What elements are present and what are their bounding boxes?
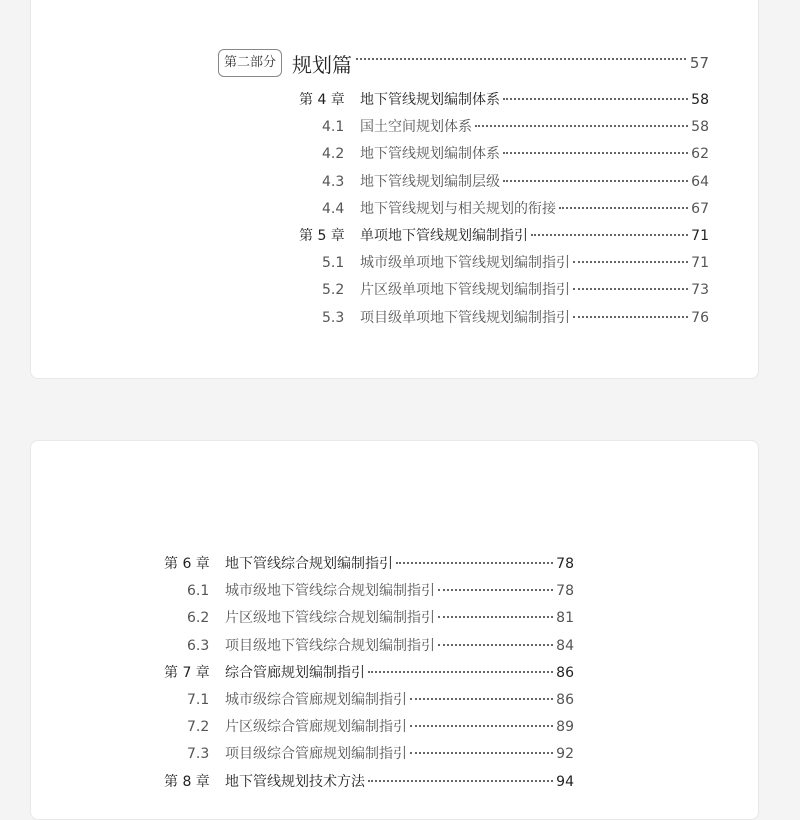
dot-leader — [438, 644, 553, 646]
chapter-number: 第 8 章 — [164, 773, 210, 790]
section-number: 7.1 — [187, 692, 210, 708]
chapter-number: 第 6 章 — [164, 556, 210, 572]
dot-leader — [573, 288, 688, 290]
page-number: 58 — [691, 119, 709, 136]
toc-section-entry[interactable] — [322, 172, 709, 192]
dot-leader — [503, 152, 688, 154]
dot-leader — [438, 589, 553, 591]
dot-leader — [573, 261, 688, 263]
toc-section-entry[interactable] — [187, 690, 574, 710]
section-number: 7.2 — [187, 719, 210, 736]
page-number: 84 — [556, 637, 574, 654]
dot-leader — [503, 98, 688, 100]
toc-section-entry[interactable] — [187, 744, 574, 764]
dot-leader — [356, 58, 686, 60]
dot-leader — [531, 234, 688, 236]
toc-chapter-entry[interactable] — [164, 772, 574, 792]
part-badge: 第二部分 — [218, 49, 282, 77]
page-number: 73 — [691, 282, 709, 299]
page-number: 76 — [691, 309, 709, 326]
toc-chapter-entry[interactable] — [299, 90, 709, 110]
dot-leader — [503, 180, 688, 182]
section-number: 6.2 — [187, 610, 210, 627]
toc-chapter-entry[interactable] — [299, 226, 709, 246]
part-heading — [218, 47, 709, 79]
page-number: 71 — [691, 255, 709, 272]
chapter-title: 综合管廊规划编制指引 — [225, 664, 365, 681]
section-title: 城市级地下管线综合规划编制指引 — [225, 583, 435, 600]
part-title: 规划篇 — [292, 52, 353, 77]
dot-leader — [410, 698, 553, 700]
chapter-title: 地下管线规划编制体系 — [360, 92, 500, 108]
section-number: 4.2 — [322, 146, 345, 163]
section-title: 地下管线规划编制层级 — [360, 173, 500, 190]
dot-leader — [368, 671, 553, 673]
page-number: 67 — [691, 200, 709, 217]
section-title: 项目级综合管廊规划编制指引 — [225, 746, 407, 763]
page-number: 78 — [556, 556, 574, 572]
section-number: 6.1 — [187, 583, 210, 600]
dot-leader — [410, 725, 553, 727]
section-title: 城市级综合管廊规划编制指引 — [225, 692, 407, 708]
section-title: 地下管线规划与相关规划的衔接 — [360, 200, 556, 217]
section-number: 4.1 — [322, 119, 345, 136]
toc-section-entry[interactable] — [187, 636, 574, 656]
page-number: 94 — [556, 773, 574, 790]
chapter-title: 地下管线规划技术方法 — [225, 773, 365, 790]
toc-section-entry[interactable] — [322, 117, 709, 137]
dot-leader — [396, 562, 553, 564]
toc-section-entry[interactable] — [322, 253, 709, 273]
toc-section-entry[interactable] — [187, 608, 574, 628]
page-number: 92 — [556, 746, 574, 763]
toc-page-2 — [30, 440, 759, 820]
dot-leader — [438, 616, 553, 618]
section-number: 4.4 — [322, 200, 345, 217]
page-number: 81 — [556, 610, 574, 627]
page-number: 58 — [691, 92, 709, 108]
toc-section-entry[interactable] — [187, 717, 574, 737]
dot-leader — [573, 316, 688, 318]
chapter-number: 第 5 章 — [299, 228, 345, 244]
page-number: 71 — [691, 228, 709, 244]
dot-leader — [368, 780, 553, 782]
part-page-number: 57 — [689, 54, 709, 72]
section-title: 国土空间规划体系 — [360, 119, 472, 136]
section-number: 4.3 — [322, 173, 345, 190]
section-title: 片区级单项地下管线规划编制指引 — [360, 282, 570, 299]
page-number: 62 — [691, 146, 709, 163]
toc-section-entry[interactable] — [322, 144, 709, 164]
toc-section-entry[interactable] — [322, 280, 709, 300]
chapter-number: 第 7 章 — [164, 664, 210, 681]
section-title: 片区级综合管廊规划编制指引 — [225, 719, 407, 736]
page-number: 86 — [556, 664, 574, 681]
section-title: 项目级地下管线综合规划编制指引 — [225, 637, 435, 654]
section-title: 地下管线规划编制体系 — [360, 146, 500, 163]
section-number: 5.3 — [322, 309, 345, 326]
page-number: 64 — [691, 173, 709, 190]
toc-section-entry[interactable] — [322, 199, 709, 219]
toc-chapter-entry[interactable] — [164, 663, 574, 683]
toc-page-1 — [30, 0, 759, 379]
dot-leader — [410, 752, 553, 754]
page-number: 78 — [556, 583, 574, 600]
chapter-title: 单项地下管线规划编制指引 — [360, 228, 528, 244]
chapter-title: 地下管线综合规划编制指引 — [225, 556, 393, 572]
dot-leader — [559, 207, 688, 209]
toc-section-entry[interactable] — [322, 308, 709, 328]
section-number: 7.3 — [187, 746, 210, 763]
chapter-number: 第 4 章 — [299, 92, 345, 108]
section-number: 5.1 — [322, 255, 345, 272]
toc-chapter-entry[interactable] — [164, 554, 574, 574]
page-number: 86 — [556, 692, 574, 708]
page-number: 89 — [556, 719, 574, 736]
section-title: 片区级地下管线综合规划编制指引 — [225, 610, 435, 627]
section-number: 5.2 — [322, 282, 345, 299]
dot-leader — [475, 125, 688, 127]
section-title: 城市级单项地下管线规划编制指引 — [360, 255, 570, 272]
section-title: 项目级单项地下管线规划编制指引 — [360, 309, 570, 326]
toc-section-entry[interactable] — [187, 581, 574, 601]
section-number: 6.3 — [187, 637, 210, 654]
